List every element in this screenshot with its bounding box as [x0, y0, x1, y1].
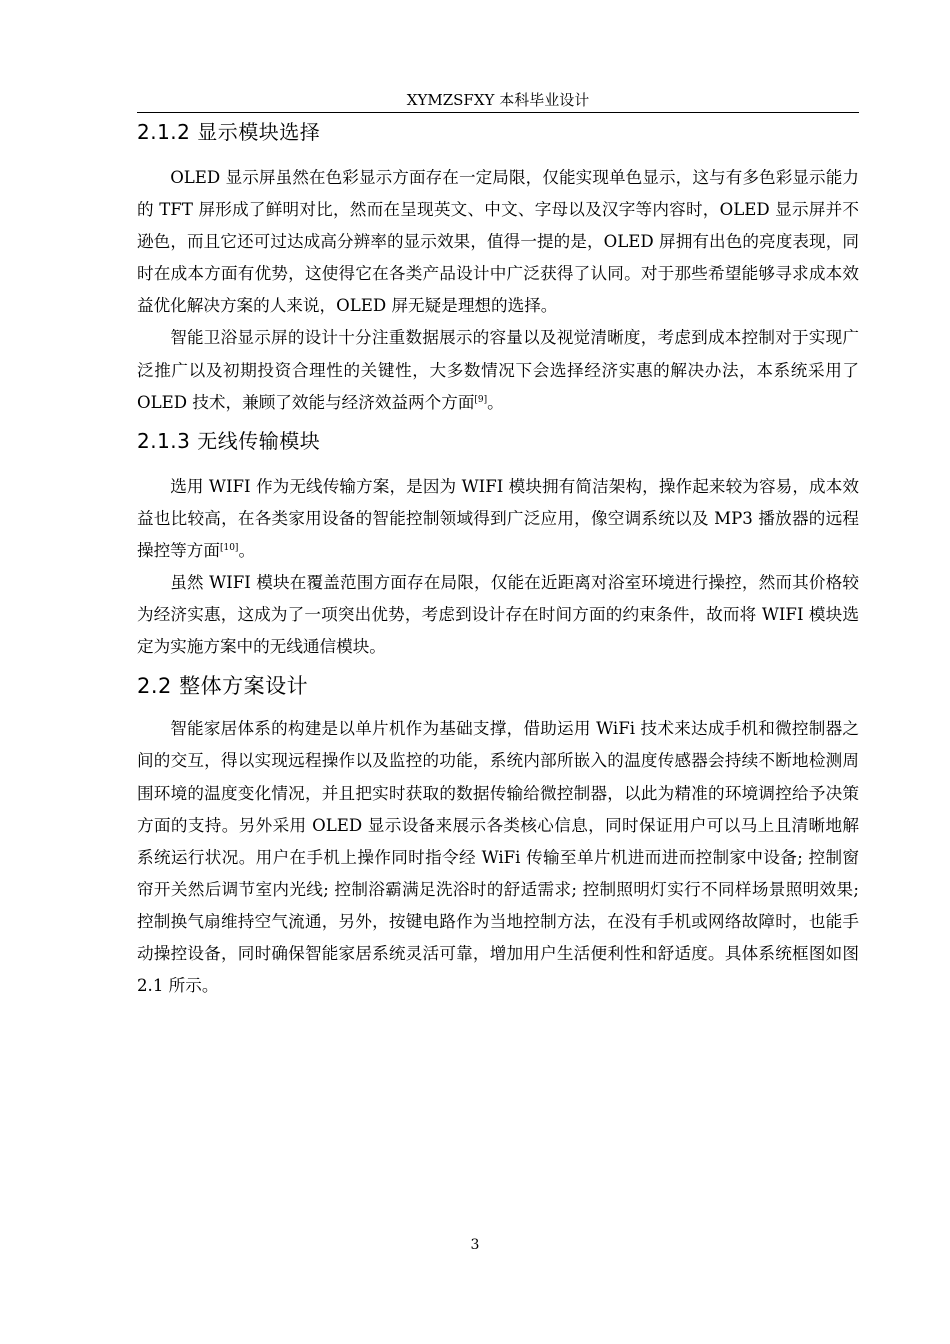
- header-rule: [137, 112, 859, 113]
- paragraph-end-mark: 。: [238, 540, 256, 560]
- paragraph-end-mark: 。: [487, 392, 504, 412]
- paragraph-text: 智能卫浴显示屏的设计十分注重数据展示的容量以及视觉清晰度，考虑到成本控制对于实现广泛推广以及初期投资合理性的关键性，大多数情况下会选择经济实惠的解决办法，本系统采用了 OLED 技术，兼顾了效能与经济效益两个方面: [137, 328, 859, 412]
- paragraph-text: 选用 WIFI 作为无线传输方案，是因为 WIFI 模块拥有简洁架构，操作起来较为容易，成本效益也比较高，在各类家用设备的智能控制领域得到广泛应用，像空调系统以及 MP3 播放器的远程操控等方面: [137, 476, 859, 560]
- citation-ref-10: [10]: [219, 542, 239, 553]
- paragraph-oled-choice: [137, 322, 859, 418]
- citation-ref-9: [9]: [474, 394, 488, 405]
- paragraph-wifi-limitation: 虽然 WIFI 模块在覆盖范围方面存在局限，仅能在近距离对浴室环境进行操控，然而其价格较为经济实惠，这成为了一项突出优势，考虑到设计存在时间方面的约束条件，故而将 WIFI 模块选定为实施方案中的无线通信模块。: [137, 573, 859, 657]
- page-number: 3: [470, 1237, 480, 1253]
- section-heading-2-1-2: 2.1.2 显示模块选择: [137, 120, 321, 144]
- section-heading-2-1-3: 2.1.3 无线传输模块: [137, 428, 321, 453]
- paragraph-wifi-selection: [137, 471, 859, 567]
- section-heading-2-2: 2.2 整体方案设计: [137, 674, 309, 699]
- document-body: [137, 116, 859, 1002]
- paragraph-oled-advantages: OLED 显示屏虽然在色彩显示方面存在一定局限，仅能实现单色显示，这与有多色彩显示能力的 TFT 屏形成了鲜明对比，然而在呈现英文、中文、字母以及汉字等内容时，OLED 显示屏并不逊色，而且它还可过达成高分辨率的显示效果，值得一提的是，OLED 屏拥有出色的亮度表现，同时在成本方面有优势，这使得它在各类产品设计中广泛获得了认同。对于那些希望能够寻求成本效益优化解决方案的人来说，OLED 屏无疑是理想的选择。: [137, 168, 859, 316]
- page-header-title: XYMZSFXY 本科毕业设计: [406, 91, 590, 109]
- paragraph-overall-design: 智能家居体系的构建是以单片机作为基础支撑，借助运用 WiFi 技术来达成手机和微控制器之间的交互，得以实现远程操作以及监控的功能，系统内部所嵌入的温度传感器会持续不断地检测周围环境的温度变化情况，并且把实时获取的数据传输给微控制器，以此为精准的环境调控给予决策方面的支持。另外采用 OLED 显示设备来展示各类核心信息，同时保证用户可以马上且清晰地解系统运行状况。用户在手机上操作同时指令经 WiFi 传输至单片机进而进而控制家中设备; 控制窗帘开关然后调节室内光线; 控制浴霸满足洗浴时的舒适需求; 控制照明灯实行不同样场景照明效果; 控制换气扇维持空气流通，另外，按键电路作为当地控制方法，在没有手机或网络故障时，也能手动操控设备，同时确保智能家居系统灵活可靠，增加用户生活便利性和舒适度。具体系统框图如图 2.1 所示。: [137, 719, 859, 996]
